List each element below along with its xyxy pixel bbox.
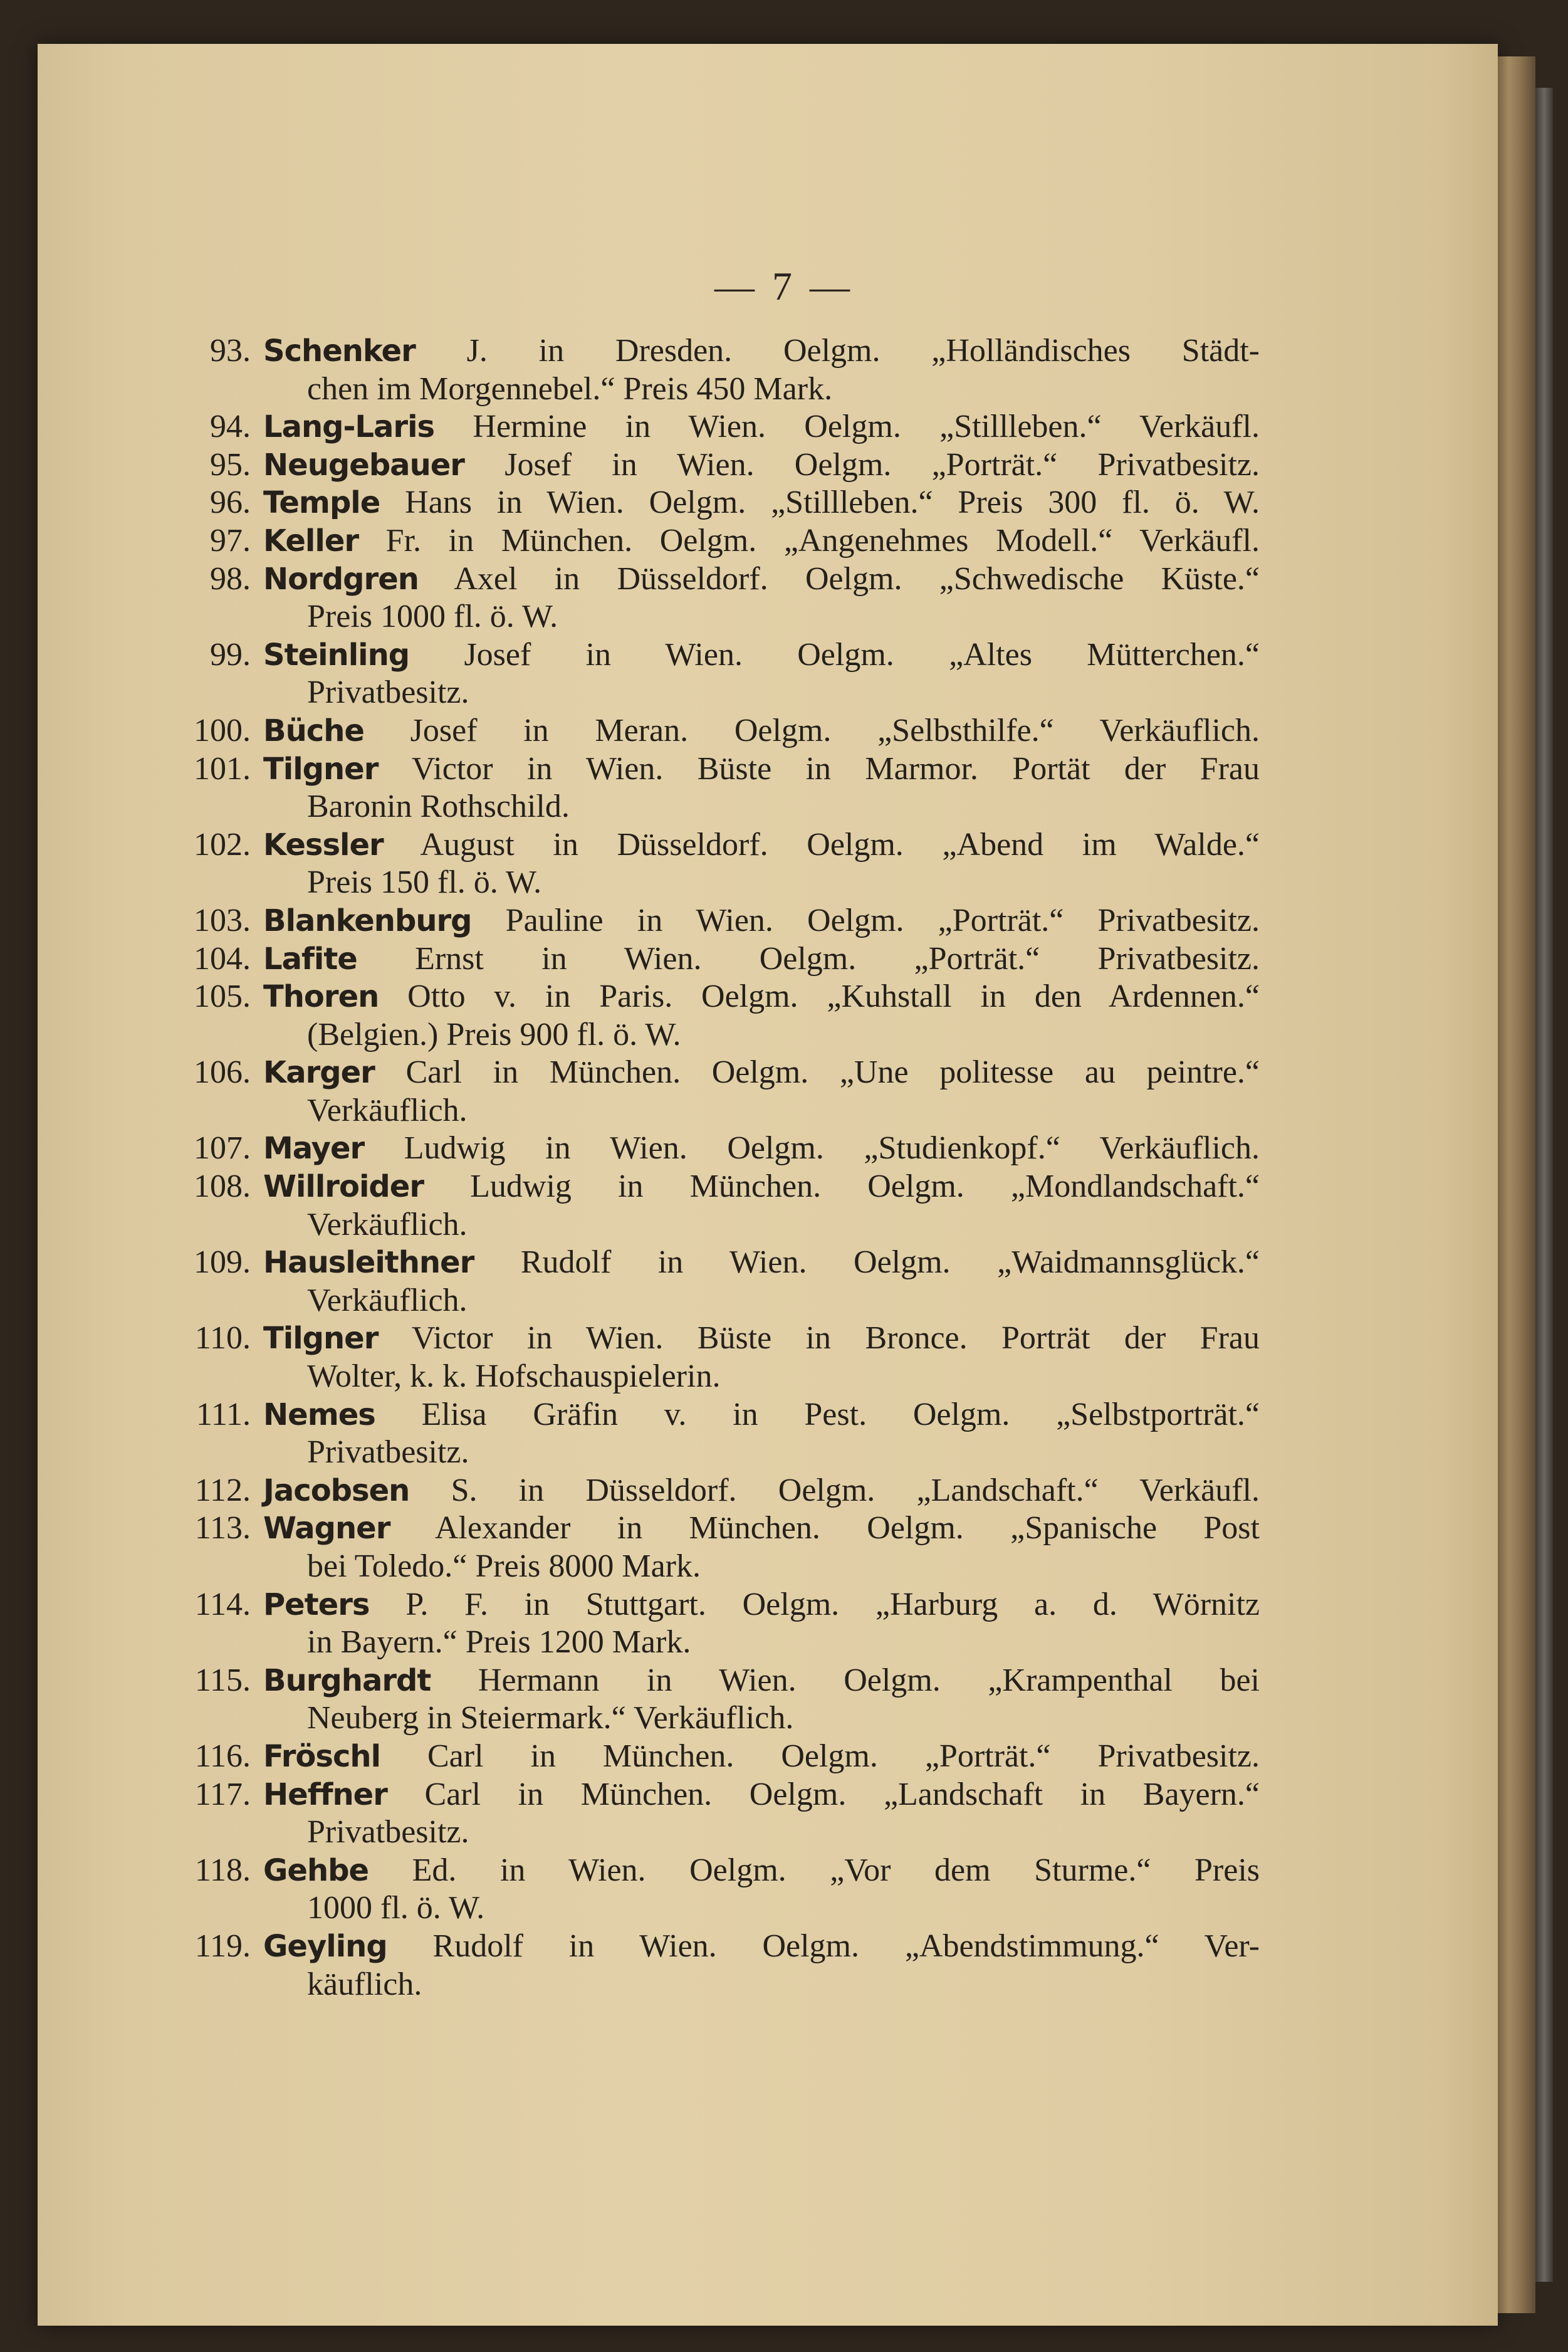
entry-continuation: chen im Morgennebel.“ Preis 450 Mark. — [307, 370, 833, 407]
catalog-entry — [175, 1396, 1260, 1472]
entry-text: Ed. in Wien. Oelgm. „Vor dem Sturme.“ Preis — [368, 1852, 1260, 1888]
artist-name: Steinling — [263, 637, 410, 673]
artist-name: Karger — [263, 1055, 375, 1091]
entry-text: Pauline in Wien. Oelgm. „Porträt.“ Privatbesitz. — [471, 902, 1260, 938]
entry-text: Ernst in Wien. Oelgm. „Porträt.“ Privatbesitz. — [357, 940, 1260, 977]
entry-number: 104. — [194, 940, 251, 977]
entry-first-line — [263, 978, 1260, 1016]
entry-first-line — [263, 712, 1260, 750]
artist-name: Geyling — [263, 1928, 387, 1964]
entry-number: 103. — [194, 902, 251, 938]
entry-first-line — [263, 1168, 1260, 1206]
entry-continuation: Neuberg in Steiermark.“ Verkäuflich. — [307, 1700, 794, 1736]
catalog-entry — [175, 1244, 1260, 1320]
catalog-entry — [175, 712, 1260, 750]
entry-first-line — [263, 826, 1260, 864]
entry-text: Hans in Wien. Oelgm. „Stillleben.“ Preis 300 fl. ö. W. — [380, 485, 1260, 521]
artist-name: Burghardt — [263, 1662, 431, 1698]
artist-name: Nemes — [263, 1397, 375, 1432]
entry-continuation: 1000 fl. ö. W. — [307, 1890, 485, 1926]
artist-name: Schenker — [263, 333, 416, 369]
artist-name: Mayer — [263, 1131, 365, 1167]
catalog-entry — [175, 1320, 1260, 1395]
entry-first-line — [263, 446, 1260, 485]
entry-first-line — [263, 1776, 1260, 1814]
binding-strip — [1535, 88, 1553, 2282]
entry-text: Ludwig in Wien. Oelgm. „Studienkopf.“ Verkäuflich. — [364, 1130, 1260, 1167]
entry-text: Hermine in Wien. Oelgm. „Stillleben.“ Verkäufl. — [434, 409, 1260, 445]
artist-name: Büche — [263, 713, 364, 748]
entry-first-line — [263, 1320, 1260, 1358]
entry-text: Rudolf in Wien. Oelgm. „Abendstimmung.“ Ver- — [387, 1928, 1260, 1964]
entry-continuation: Preis 1000 fl. ö. W. — [307, 599, 558, 635]
catalog-entry — [175, 1928, 1260, 2003]
catalog-entry — [175, 1738, 1260, 1776]
entry-continuation: Wolter, k. k. Hofschauspielerin. — [307, 1358, 721, 1395]
entry-number: 108. — [194, 1168, 251, 1205]
catalog-entry — [175, 940, 1260, 979]
catalog-entry — [175, 978, 1260, 1054]
entry-first-line — [263, 1244, 1260, 1282]
entry-continuation: Verkäuflich. — [307, 1092, 468, 1128]
entry-number: 115. — [194, 1662, 251, 1698]
entry-text: Alexander in München. Oelgm. „Spanische Post — [390, 1510, 1260, 1546]
entry-text: Carl in München. Oelgm. „Porträt.“ Privatbesitz. — [380, 1738, 1260, 1774]
entry-number: 116. — [194, 1738, 251, 1774]
entry-text: Victor in Wien. Büste in Marmor. Portät der Frau — [378, 750, 1260, 787]
entry-text: Otto v. in Paris. Oelgm. „Kuhstall in den Ardennen.“ — [379, 979, 1260, 1015]
artist-name: Lang-Laris — [263, 409, 435, 445]
entry-number: 119. — [194, 1928, 251, 1964]
entry-continuation: Preis 150 fl. ö. W. — [307, 864, 542, 901]
entry-first-line — [263, 522, 1260, 560]
catalog-entry — [175, 902, 1260, 940]
entry-text: J. in Dresden. Oelgm. „Holländisches Städt- — [415, 333, 1260, 369]
artist-name: Willroider — [263, 1169, 424, 1205]
catalog-entry — [175, 484, 1260, 522]
entry-number: 118. — [194, 1852, 251, 1888]
catalog-entry — [175, 1168, 1260, 1244]
artist-name: Gehbe — [263, 1852, 369, 1888]
artist-name: Fröschl — [263, 1738, 381, 1774]
entry-number: 98. — [210, 560, 251, 597]
entry-number: 111. — [196, 1396, 251, 1432]
catalog-entry — [175, 1130, 1260, 1168]
entry-text: Fr. in München. Oelgm. „Angenehmes Modell.“ Verkäufl. — [358, 522, 1260, 559]
entry-first-line — [263, 940, 1260, 979]
catalog-entry — [175, 560, 1260, 636]
entry-text: August in Düsseldorf. Oelgm. „Abend im Walde.“ — [383, 826, 1260, 863]
entry-text: Victor in Wien. Büste in Bronce. Porträt der Frau — [378, 1320, 1260, 1357]
entry-first-line — [263, 1586, 1260, 1624]
artist-name: Hausleithner — [263, 1245, 474, 1281]
entry-number: 105. — [194, 979, 251, 1015]
entry-number: 109. — [194, 1244, 251, 1281]
entry-continuation: Verkäuflich. — [307, 1282, 468, 1318]
entry-first-line — [263, 1738, 1260, 1776]
entry-number: 106. — [194, 1054, 251, 1091]
entry-continuation: Privatbesitz. — [307, 675, 469, 711]
entry-number: 107. — [194, 1130, 251, 1167]
artist-name: Temple — [263, 485, 380, 521]
artist-name: Kessler — [263, 827, 384, 863]
page-edge — [1498, 56, 1535, 2313]
entry-number: 112. — [194, 1472, 251, 1508]
artist-name: Heffner — [263, 1777, 387, 1812]
entry-number: 97. — [210, 522, 251, 559]
entry-number: 114. — [194, 1586, 251, 1622]
catalog-entry — [175, 1054, 1260, 1130]
catalog-entry — [175, 1509, 1260, 1585]
entry-first-line — [263, 1054, 1260, 1092]
catalog-entry — [175, 1472, 1260, 1510]
artist-name: Tilgner — [263, 1321, 379, 1357]
entry-first-line — [263, 1852, 1260, 1890]
entry-number: 100. — [194, 712, 251, 748]
entry-continuation: in Bayern.“ Preis 1200 Mark. — [307, 1624, 691, 1661]
artist-name: Neugebauer — [263, 447, 464, 483]
catalog-entry — [175, 522, 1260, 560]
entry-number: 101. — [194, 750, 251, 787]
catalog-entry — [175, 1776, 1260, 1852]
artist-name: Jacobsen — [263, 1473, 410, 1508]
entry-first-line — [263, 902, 1260, 940]
catalog-entry — [175, 1852, 1260, 1928]
entry-text: Josef in Meran. Oelgm. „Selbsthilfe.“ Verkäuflich. — [363, 712, 1260, 748]
entry-text: Ludwig in München. Oelgm. „Mondlandschaft.“ — [424, 1168, 1260, 1205]
artist-name: Wagner — [263, 1511, 390, 1546]
page-number: — 7 — — [714, 264, 854, 308]
entry-number: 110. — [194, 1320, 251, 1357]
entry-first-line — [263, 1509, 1260, 1548]
entry-first-line — [263, 636, 1260, 675]
entry-continuation: bei Toledo.“ Preis 8000 Mark. — [307, 1548, 701, 1584]
entry-text: S. in Düsseldorf. Oelgm. „Landschaft.“ Verkäufl. — [409, 1472, 1260, 1508]
artist-name: Peters — [263, 1587, 370, 1622]
entry-text: Hermann in Wien. Oelgm. „Krampenthal bei — [431, 1662, 1260, 1698]
entry-text: Axel in Düsseldorf. Oelgm. „Schwedische Küste.“ — [418, 560, 1260, 597]
entry-number: 95. — [210, 446, 251, 483]
entry-text: Carl in München. Oelgm. „Une politesse au peintre.“ — [374, 1054, 1260, 1091]
entry-continuation: (Belgien.) Preis 900 fl. ö. W. — [307, 1016, 681, 1053]
entry-number: 102. — [194, 826, 251, 863]
entry-text: Carl in München. Oelgm. „Landschaft in Bayern.“ — [387, 1776, 1260, 1812]
entry-first-line — [263, 750, 1260, 789]
artist-name: Lafite — [263, 941, 357, 977]
entry-first-line — [263, 1662, 1260, 1700]
artist-name: Blankenburg — [263, 903, 472, 938]
entry-first-line — [263, 1396, 1260, 1434]
entry-number: 117. — [194, 1776, 251, 1812]
catalog-entry — [175, 1662, 1260, 1738]
catalog-entry — [175, 446, 1260, 485]
entry-text: P. F. in Stuttgart. Oelgm. „Harburg a. d. Wörnitz — [369, 1586, 1260, 1622]
artist-name: Keller — [263, 523, 359, 559]
entry-number: 113. — [194, 1510, 251, 1546]
entry-first-line — [263, 1472, 1260, 1510]
artist-name: Nordgren — [263, 561, 419, 597]
entry-text: Rudolf in Wien. Oelgm. „Waidmannsglück.“ — [474, 1244, 1260, 1281]
entry-number: 99. — [210, 636, 251, 673]
entry-continuation: käuflich. — [307, 1966, 422, 2002]
catalog-entry — [175, 750, 1260, 826]
entry-first-line — [263, 560, 1260, 599]
entry-first-line — [263, 1928, 1260, 1966]
entry-text: Josef in Wien. Oelgm. „Altes Mütterchen.“ — [409, 636, 1260, 673]
entry-first-line — [263, 408, 1260, 446]
entry-continuation: Privatbesitz. — [307, 1434, 469, 1471]
entry-first-line — [263, 332, 1260, 370]
entry-number: 94. — [210, 409, 251, 445]
entry-text: Elisa Gräfin v. in Pest. Oelgm. „Selbstporträt.“ — [375, 1396, 1260, 1432]
entry-continuation: Privatbesitz. — [307, 1814, 469, 1851]
catalog-entry — [175, 408, 1260, 446]
entry-text: Josef in Wien. Oelgm. „Porträt.“ Privatbesitz. — [464, 446, 1260, 483]
entry-continuation: Verkäuflich. — [307, 1206, 468, 1242]
catalog-entry — [175, 636, 1260, 712]
artist-name: Tilgner — [263, 751, 379, 787]
artist-name: Thoren — [263, 979, 379, 1015]
entry-number: 96. — [210, 485, 251, 521]
entry-continuation: Baronin Rothschild. — [307, 789, 570, 825]
catalog-entry — [175, 332, 1260, 408]
entry-first-line — [263, 484, 1260, 522]
catalog-entry — [175, 826, 1260, 902]
entry-number: 93. — [210, 333, 251, 369]
catalog-entry — [175, 1586, 1260, 1662]
catalog-entries — [175, 332, 1260, 2003]
entry-first-line — [263, 1130, 1260, 1168]
